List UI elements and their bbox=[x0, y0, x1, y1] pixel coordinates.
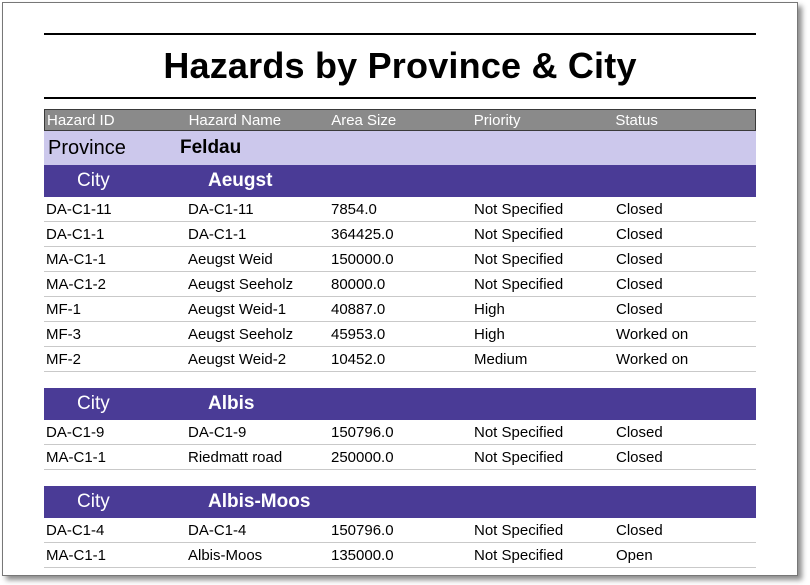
cell-hazard-name: DA-C1-9 bbox=[188, 423, 247, 441]
cell-hazard-id: MF-2 bbox=[46, 350, 81, 368]
group-spacer bbox=[44, 372, 756, 388]
column-header-row bbox=[44, 109, 756, 131]
cell-area-size: 364425.0 bbox=[331, 225, 394, 243]
cell-hazard-name: Albis-Moos bbox=[188, 546, 263, 564]
title-block bbox=[44, 33, 756, 99]
cell-priority: Not Specified bbox=[474, 521, 564, 539]
city-name: Albis bbox=[208, 393, 255, 414]
cell-status: Closed bbox=[616, 200, 663, 218]
table-row bbox=[44, 445, 756, 470]
city-group-header bbox=[44, 388, 756, 420]
cell-status: Closed bbox=[616, 448, 663, 466]
cell-hazard-id: DA-C1-1 bbox=[46, 225, 105, 243]
report-page bbox=[2, 2, 798, 576]
cell-area-size: 10452.0 bbox=[331, 350, 386, 368]
city-name: Albis-Moos bbox=[208, 491, 311, 512]
cell-priority: High bbox=[474, 325, 505, 343]
cell-priority: Not Specified bbox=[474, 546, 564, 564]
cell-priority: Not Specified bbox=[474, 448, 564, 466]
cell-status: Closed bbox=[616, 250, 663, 268]
table-row bbox=[44, 322, 756, 347]
column-header-hazard-name: Hazard Name bbox=[188, 111, 282, 129]
group-spacer bbox=[44, 470, 756, 486]
cell-priority: Not Specified bbox=[474, 275, 564, 293]
city-group-header bbox=[44, 165, 756, 197]
cell-hazard-id: DA-C1-4 bbox=[46, 521, 105, 539]
cell-status: Closed bbox=[616, 300, 663, 318]
cell-area-size: 40887.0 bbox=[331, 300, 386, 318]
cell-status: Closed bbox=[616, 275, 663, 293]
cell-area-size: 135000.0 bbox=[331, 546, 394, 564]
cell-area-size: 150000.0 bbox=[331, 250, 394, 268]
table-row bbox=[44, 518, 756, 543]
cell-priority: Medium bbox=[474, 350, 528, 368]
table-row bbox=[44, 420, 756, 445]
cell-status: Closed bbox=[616, 521, 663, 539]
cell-hazard-id: MA-C1-1 bbox=[46, 546, 107, 564]
report-table bbox=[44, 109, 756, 568]
cell-hazard-name: Aeugst Seeholz bbox=[188, 325, 294, 343]
city-label: City bbox=[77, 170, 110, 191]
table-row bbox=[44, 222, 756, 247]
cell-hazard-name: Riedmatt road bbox=[188, 448, 283, 466]
cell-hazard-id: MA-C1-2 bbox=[46, 275, 107, 293]
cell-hazard-id: MF-3 bbox=[46, 325, 81, 343]
table-row bbox=[44, 347, 756, 372]
cell-hazard-name: Aeugst Weid-2 bbox=[188, 350, 287, 368]
province-label: Province bbox=[48, 136, 126, 159]
cell-status: Worked on bbox=[616, 325, 689, 343]
cell-status: Closed bbox=[616, 423, 663, 441]
cell-area-size: 45953.0 bbox=[331, 325, 386, 343]
cell-hazard-name: Aeugst Seeholz bbox=[188, 275, 294, 293]
cell-hazard-id: MF-1 bbox=[46, 300, 81, 318]
city-group-header bbox=[44, 486, 756, 518]
cell-area-size: 250000.0 bbox=[331, 448, 394, 466]
cell-hazard-name: Aeugst Weid-1 bbox=[188, 300, 287, 318]
cell-area-size: 150796.0 bbox=[331, 423, 394, 441]
table-row bbox=[44, 543, 756, 568]
cell-hazard-id: MA-C1-1 bbox=[46, 250, 107, 268]
column-header-area-size: Area Size bbox=[331, 111, 397, 129]
province-group-header bbox=[44, 131, 756, 165]
cell-status: Open bbox=[616, 546, 653, 564]
cell-hazard-name: DA-C1-1 bbox=[188, 225, 247, 243]
cell-hazard-id: MA-C1-1 bbox=[46, 448, 107, 466]
city-label: City bbox=[77, 491, 110, 512]
cell-status: Worked on bbox=[616, 350, 689, 368]
table-row bbox=[44, 247, 756, 272]
table-row bbox=[44, 297, 756, 322]
column-header-hazard-id: Hazard ID bbox=[47, 111, 115, 129]
cell-priority: Not Specified bbox=[474, 423, 564, 441]
cell-hazard-name: DA-C1-4 bbox=[188, 521, 247, 539]
cell-area-size: 150796.0 bbox=[331, 521, 394, 539]
city-name: Aeugst bbox=[208, 170, 273, 191]
cell-hazard-name: DA-C1-11 bbox=[188, 200, 254, 218]
cell-priority: Not Specified bbox=[474, 250, 564, 268]
cell-hazard-id: DA-C1-11 bbox=[46, 200, 112, 218]
column-header-status: Status bbox=[615, 111, 658, 129]
cell-priority: Not Specified bbox=[474, 225, 564, 243]
table-row bbox=[44, 272, 756, 297]
cell-priority: Not Specified bbox=[474, 200, 564, 218]
cell-hazard-id: DA-C1-9 bbox=[46, 423, 105, 441]
cell-area-size: 7854.0 bbox=[331, 200, 377, 218]
cell-priority: High bbox=[474, 300, 505, 318]
cell-area-size: 80000.0 bbox=[331, 275, 386, 293]
cell-status: Closed bbox=[616, 225, 663, 243]
column-header-priority: Priority bbox=[473, 111, 521, 129]
city-groups bbox=[44, 165, 756, 568]
cell-hazard-name: Aeugst Weid bbox=[188, 250, 273, 268]
city-label: City bbox=[77, 393, 110, 414]
table-row bbox=[44, 197, 756, 222]
province-name: Feldau bbox=[180, 137, 242, 158]
report-title: Hazards by Province & City bbox=[163, 45, 637, 86]
